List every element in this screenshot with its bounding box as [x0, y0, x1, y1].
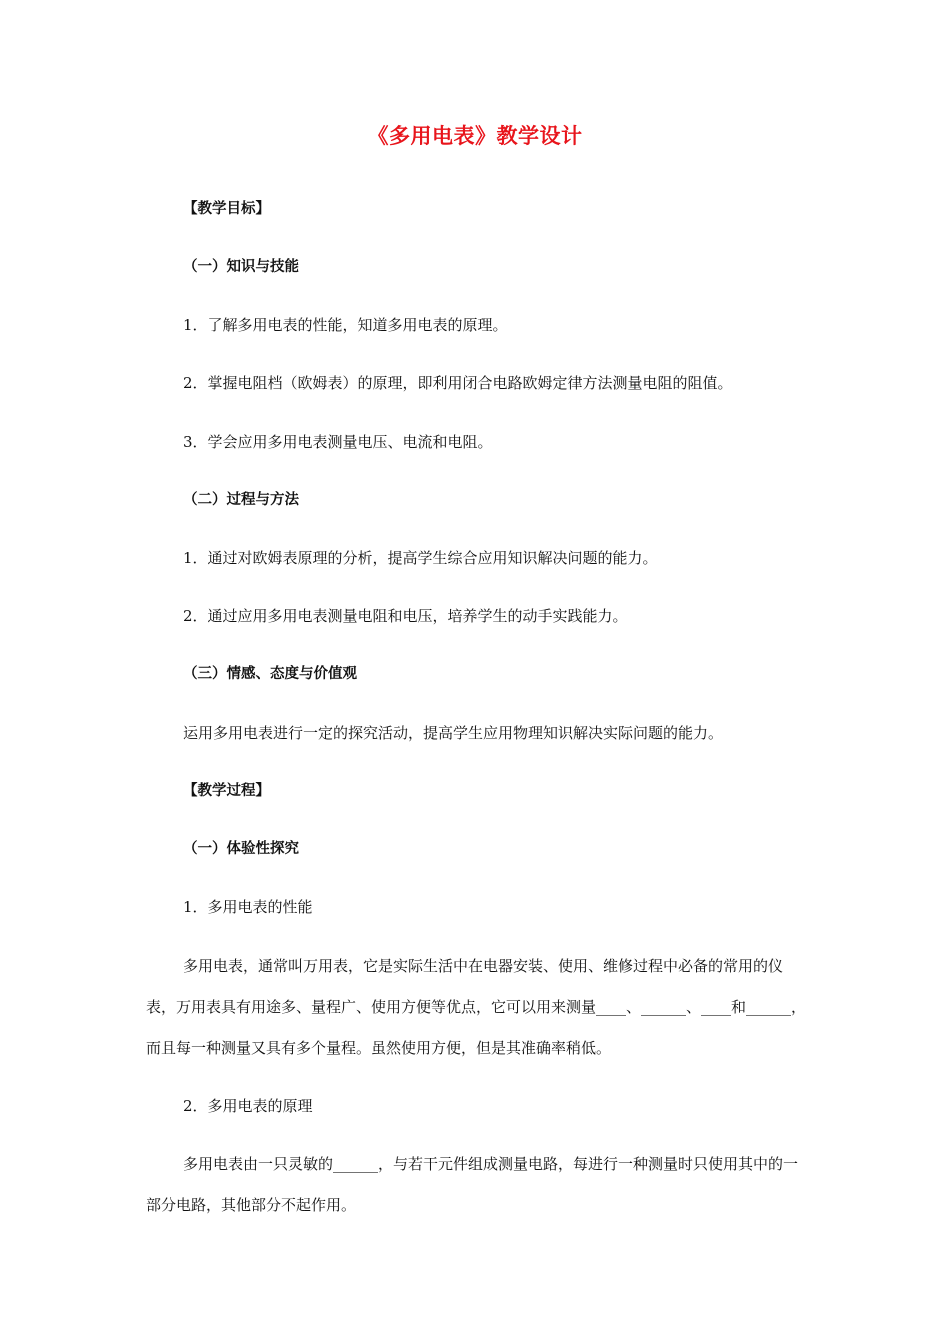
emotion-item-1: 运用多用电表进行一定的探究活动，提高学生应用物理知识解决实际问题的能力。: [183, 724, 724, 742]
document-title: 《多用电表》教学设计: [367, 124, 583, 148]
knowledge-heading: （一）知识与技能: [183, 259, 299, 275]
knowledge-item-1: 1．了解多用电表的性能，知道多用电表的原理。: [183, 316, 508, 334]
knowledge-item-3: 3．学会应用多用电表测量电压、电流和电阻。: [183, 433, 493, 451]
emotion-heading: （三）情感、态度与价值观: [183, 666, 357, 682]
process-item-1: 1．通过对欧姆表原理的分析，提高学生综合应用知识解决问题的能力。: [183, 549, 658, 567]
explore-2-paragraph: 多用电表由一只灵敏的______，与若干元件组成测量电路，每进行一种测量时只使用其中的一部分电路，其他部分不起作用。: [146, 1155, 799, 1214]
goals-heading: 【教学目标】: [183, 201, 270, 217]
process-item-2: 2．通过应用多用电表测量电阻和电压，培养学生的动手实践能力。: [183, 607, 628, 625]
explore-heading: （一）体验性探究: [183, 841, 299, 857]
explore-2-title: 2．多用电表的原理: [183, 1097, 313, 1115]
teaching-heading: 【教学过程】: [183, 783, 270, 799]
process-heading: （二）过程与方法: [183, 492, 299, 508]
knowledge-item-2: 2．掌握电阻档（欧姆表）的原理，即利用闭合电路欧姆定律方法测量电阻的阻值。: [183, 374, 733, 392]
explore-1-title: 1．多用电表的性能: [183, 898, 313, 916]
explore-1-paragraph: 多用电表，通常叫万用表，它是实际生活中在电器安装、使用、维修过程中必备的常用的仪表，万用表具有用途多、量程广、使用方便等优点，它可以用来测量____、______、____和______，而且每一种测量又具有多个量程。虽然使用方便，但是其准确率稍低。: [146, 957, 807, 1057]
